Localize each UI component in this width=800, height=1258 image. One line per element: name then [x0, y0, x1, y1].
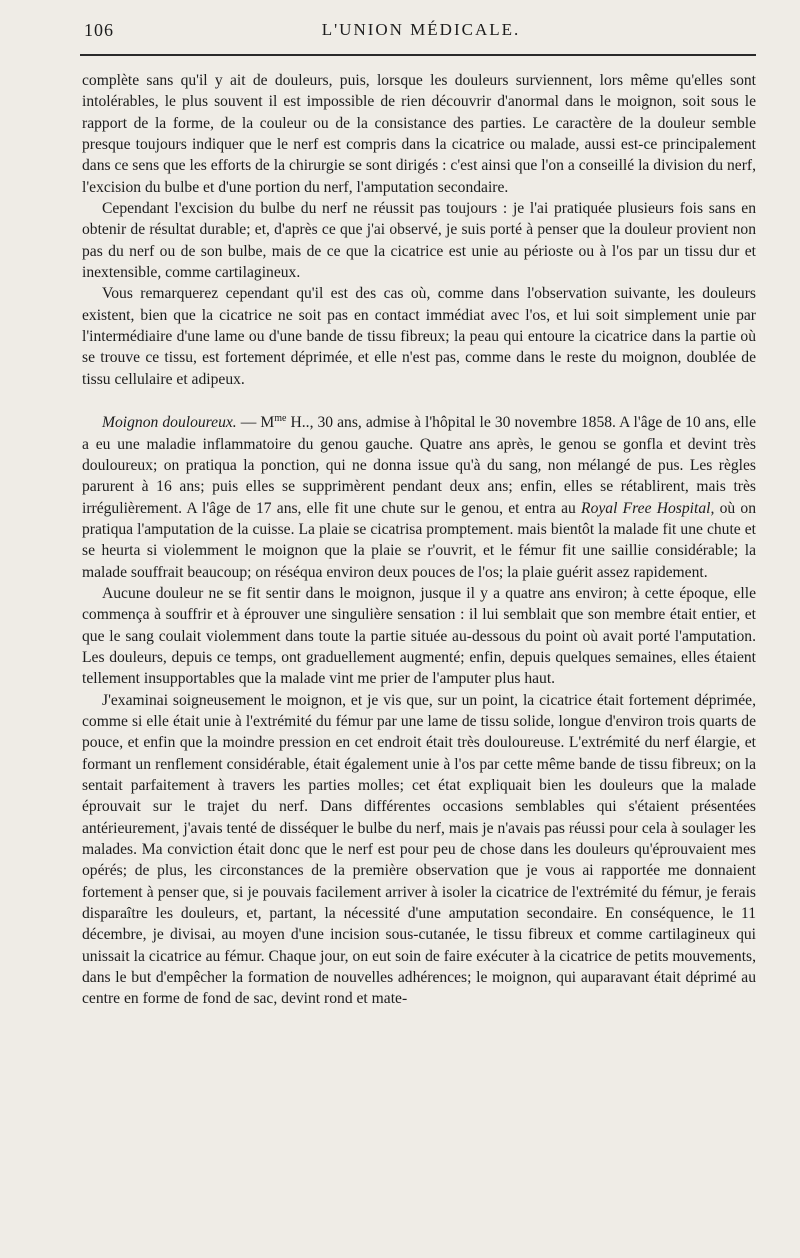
- case-text-end: où on pratiqua l'amputation de la cuisse. La plaie se cicatrisa promptement. mais bientôt la malade fit une chute et se heurta si violemment le moignon que la plaie se r'ouvrit, et le fémur fit une saillie considérable; la malade souffrait beaucoup; on réséqua environ deux pouces de l'os; la plaie guérit assez rapidement.: [82, 499, 756, 581]
- paragraph-2: Cependant l'excision du bulbe du nerf ne réussit pas toujours : je l'ai pratiquée plusieurs fois sans en obtenir de résultat durable; et, d'après ce que j'ai observé, je suis porté à penser que la douleur provient non pas du nerf ou de son bulbe, mais de ce que la cicatrice est unie au périoste ou à l'os par un tissu dur et inextensible, comme cartilagineux.: [82, 200, 756, 282]
- running-title: L'UNION MÉDICALE.: [321, 20, 521, 39]
- header-rule: [80, 54, 756, 56]
- page-number: 106: [84, 20, 114, 40]
- paragraph-5: Aucune douleur ne se fit sentir dans le moignon, jusque il y a quatre ans environ; à cette époque, elle commença à souffrir et à éprouver une singulière sensation : il lui semblait que son membre était entier, et que le sang coulait violemment dans toute la partie située au-dessous du point où avait porté l'amputation. Les douleurs, depuis ce temps, ont graduellement augmenté; enfin, depuis quelques semaines, elles étaient tellement insupportables que la malade vint me prier de l'amputer plus haut.: [82, 584, 756, 688]
- case-text: H.., 30 ans, admise à l'hôpital le 30 novembre 1858. A l'âge de 10 ans, elle a eu une maladie inflammatoire du genou gauche. Quatre ans après, le genou se gonfla et devint très douloureux; on pratiqua la ponction, qui ne donna issue qu'à du sang, non mélangé de pus. Les règles parurent à 16 ans; puis elles se supprimèrent pendant deux ans; enfin, elles se rétablirent, mais très irrégulièrement. A l'âge de 17 ans, elle fit une chute sur le genou, et entra au: [82, 414, 756, 517]
- paragraph-1: complète sans qu'il y ait de douleurs, puis, lorsque les douleurs surviennent, lors même qu'elles sont intolérables, le plus souvent il est impossible de rien découvrir d'anormal dans le moignon, soit sous le rapport de la forme, de la couleur ou de la consistance des parties. Le caractère de la douleur semble presque toujours indiquer que le nerf est compris dans la cicatrice ou malade, aussi est-ce principalement dans ce sens que les efforts de la chirurgie se sont dirigés : c'est ainsi que l'on a conseillé la division du nerf, l'excision du bulbe et d'une portion du nerf, l'amputation secondaire.: [82, 72, 756, 196]
- case-dash: — M: [236, 414, 275, 432]
- article-body: [82, 70, 756, 1010]
- case-title: Moignon douloureux.: [102, 414, 237, 432]
- case-title-sup: me: [274, 412, 287, 424]
- hospital-name: Royal Free Hospital,: [581, 499, 715, 517]
- paragraph-case: [82, 412, 756, 583]
- paragraph-3: Vous remarquerez cependant qu'il est des cas où, comme dans l'observation suivante, les douleurs existent, bien que la cicatrice ne soit pas en contact immédiat avec l'os, et lui soit simplement unie par l'intermédiaire d'une lame ou d'une bande de tissu fibreux; la peau qui entoure la cicatrice dans la partie où se trouve ce tissu, est fortement déprimée, et elle n'est pas, comme dans le reste du moignon, doublée de tissu cellulaire et adipeux.: [82, 285, 756, 388]
- page-header: [84, 20, 758, 46]
- paragraph-6: J'examinai soigneusement le moignon, et je vis que, sur un point, la cicatrice était fortement déprimée, comme si elle était unie à l'extrémité du fémur par une lame de tissu solide, longue d'environ trois quarts de pouce, et enfin que la moindre pression en cet endroit était très douloureuse. L'extrémité du nerf élargie, et formant un renflement considérable, était également unie à l'os par cette même bande de tissu fibreux; on la sentait parfaitement à travers les parties molles; cet état expliquait bien les douleurs que la malade éprouvait sur le trajet du nerf. Dans différentes occasions semblables qui s'étaient présentées antérieurement, j'avais tenté de disséquer le bulbe du nerf, mais je n'avais pas réussi pour cela à soulager les malades. Ma conviction était donc que le nerf est pour peu de chose dans les douleurs qu'éprouvaient mes opérés; de plus, les circonstances de la première observation que je vous ai rapportée me donnaient fortement à penser que, si je pouvais facilement arriver à isoler la cicatrice de l'extrémité du fémur, je ferais disparaître les douleurs, et, partant, la nécessité d'une amputation secondaire. En conséquence, le 11 décembre, je divisai, au moyen d'une incision sous-cutanée, le tissu fibreux et comme cartilagineux qui unissait la cicatrice au fémur. Chaque jour, on eut soin de faire exécuter à la cicatrice de petits mouvements, dans le but d'empêcher la formation de nouvelles adhérences; le moignon, qui auparavant était déprimé au centre en forme de fond de sac, devint rond et mate-: [82, 691, 756, 1008]
